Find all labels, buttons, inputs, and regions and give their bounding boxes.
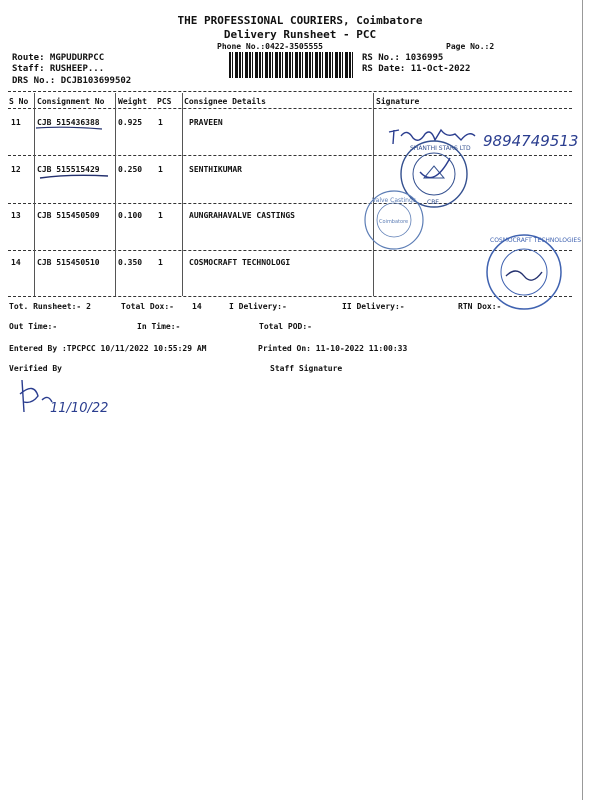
total-runsheet: Tot. Runsheet:- 2 [9,302,91,311]
row-sno: 13 [11,211,21,220]
row-weight: 0.100 [118,211,143,220]
column-header-consignee: Consignee Details [184,97,266,106]
column-divider [115,93,116,296]
row-pcs: 1 [158,118,163,127]
row-sno: 11 [11,118,21,127]
pen-underline [34,124,114,184]
row-sno: 12 [11,165,21,174]
row-consignee: AUNGRAHAVALVE CASTINGS [189,211,295,220]
column-divider [182,93,183,296]
phone-number: Phone No.:0422-3505555 [217,42,323,51]
printed-on: Printed On: 11-10-2022 11:00:33 [258,344,408,353]
drs-number: DRS No.: DCJB103699502 [12,76,132,86]
valve-stamp-text: Valve Castings [372,197,416,204]
row-consignment: CJB 515450510 [37,258,100,267]
column-header-weight: Weight [118,97,147,106]
row-pcs: 1 [158,211,163,220]
cosmo-stamp-text: COSMOCRAFT TECHNOLOGIES [490,237,581,244]
entered-by: Entered By :TPCPCC 10/11/2022 10:55:29 AM [9,344,207,353]
staff-signature-label: Staff Signature [270,364,343,373]
out-time: Out Time:- [9,322,58,331]
row-consignment: CJB 515515429 [37,165,100,174]
company-name: THE PROFESSIONAL COURIERS, Coimbatore [177,14,423,27]
row-consignee: COSMOCRAFT TECHNOLOGI [189,258,291,267]
column-header-pcs: PCS [157,97,172,106]
row-consignee: PRAVEEN [189,118,223,127]
document-title: Delivery Runsheet - PCC [223,28,377,41]
rs-date: RS Date: 11-Oct-2022 [362,64,471,74]
i-delivery: I Delivery:- [229,302,287,311]
column-header-consignment: Consignment No [37,97,105,106]
row-weight: 0.250 [118,165,143,174]
shanthi-stamp-text: SHANTHI STARS LTD [410,145,471,152]
total-dox-label: Total Dox:- [121,302,174,311]
row-pcs: 1 [158,165,163,174]
valve-stamp-sub: Coimbatore [379,219,409,225]
verified-by: Verified By [9,364,62,373]
verified-date: 11/10/22 [50,401,109,416]
column-header-sno: S No [9,97,29,106]
column-header-signature: Signature [376,97,420,106]
rtn-dox: RTN Dox:- [458,302,502,311]
row-sno: 14 [11,258,21,267]
table-top-rule [8,91,572,92]
row-pcs: 1 [158,258,163,267]
route: Route: MGPUDURPCC [12,53,105,63]
shanthi-stamp-sub: CBE [427,199,440,206]
handwritten-phone: 9894749513 [483,132,579,150]
row-weight: 0.925 [118,118,143,127]
page-number: Page No.:2 [446,42,495,51]
row-consignee: SENTHIKUMAR [189,165,242,174]
header-bottom-rule [8,108,572,109]
ii-delivery: II Delivery:- [342,302,405,311]
total-pod: Total POD:- [259,322,312,331]
total-dox-value: 14 [192,302,202,311]
row-rule [8,203,572,204]
valve-castings-stamp [362,188,426,252]
staff-name: Staff: RUSHEEP... [12,64,105,74]
verified-signature [14,372,114,422]
rs-number: RS No.: 1036995 [362,53,444,63]
row-consignment: CJB 515436388 [37,118,100,127]
row-weight: 0.350 [118,258,143,267]
row-consignment: CJB 515450509 [37,211,100,220]
barcode [229,52,355,78]
scan-edge [582,0,583,800]
cosmocraft-stamp [484,232,581,312]
in-time: In Time:- [137,322,181,331]
